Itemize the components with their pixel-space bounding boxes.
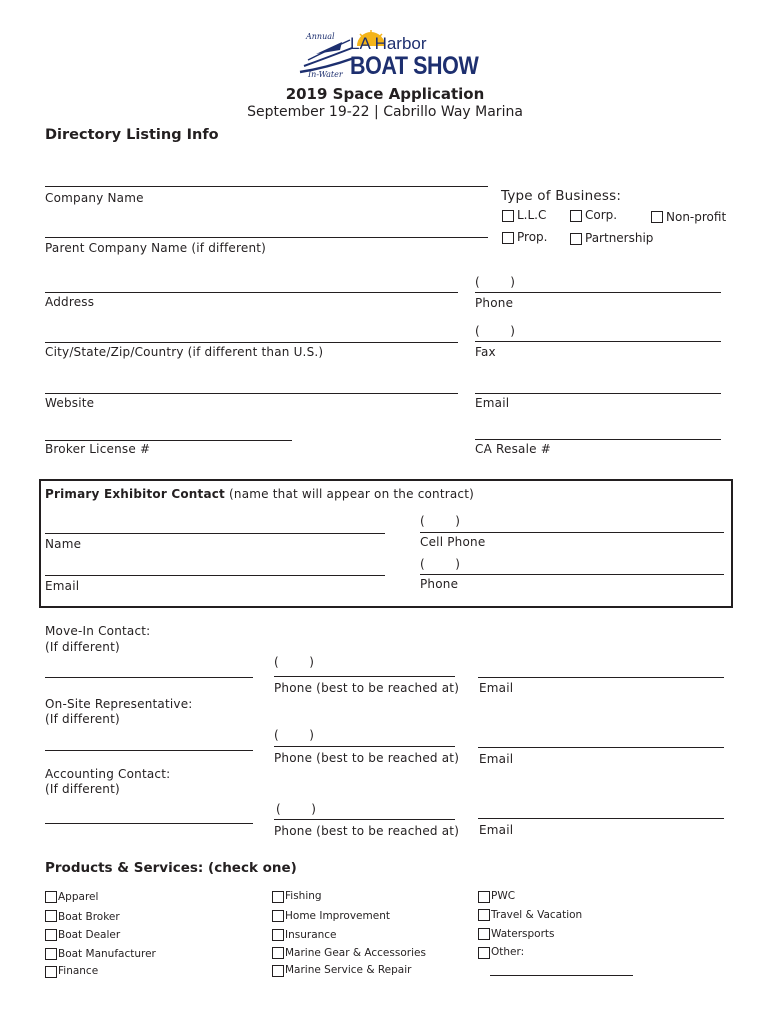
travel-vacation-label: Travel & Vacation <box>491 909 583 921</box>
boat-broker-checkbox[interactable] <box>45 910 57 922</box>
broker-license-field[interactable] <box>45 440 292 441</box>
llc-checkbox[interactable] <box>502 210 514 222</box>
ca-resale-field[interactable] <box>475 439 721 440</box>
other-label: Other: <box>491 946 525 958</box>
non-profit-checkbox[interactable] <box>651 211 663 223</box>
prop-label: Prop. <box>517 230 548 244</box>
email-label: Email <box>475 396 510 410</box>
logo-boat-show: BOAT SHOW <box>350 52 479 80</box>
pwc-label: PWC <box>491 890 516 902</box>
page-subtitle: September 19-22 | Cabrillo Way Marina <box>247 104 523 120</box>
company-name-label: Company Name <box>45 191 144 205</box>
logo-script-top: Annual <box>306 32 335 41</box>
accounting-email-field[interactable] <box>478 818 724 819</box>
onsite-phone-label: Phone (best to be reached at) <box>274 751 460 765</box>
finance-label: Finance <box>58 965 99 977</box>
phone-area-code: ( ) <box>475 275 515 289</box>
home-improvement-checkbox[interactable] <box>272 910 284 922</box>
partnership-checkbox[interactable] <box>570 233 582 245</box>
move-in-email-label: Email <box>479 681 514 695</box>
boat-dealer-checkbox[interactable] <box>45 929 57 941</box>
website-field[interactable] <box>45 393 458 394</box>
website-label: Website <box>45 396 95 410</box>
accounting-name-field[interactable] <box>45 823 253 824</box>
marine-gear-label: Marine Gear & Accessories <box>285 947 426 959</box>
move-in-email-field[interactable] <box>478 677 724 678</box>
primary-contact-heading <box>45 487 474 501</box>
accounting-phone-label: Phone (best to be reached at) <box>274 824 460 838</box>
travel-vacation-checkbox[interactable] <box>478 909 490 921</box>
onsite-label: On-Site Representative: <box>45 697 193 711</box>
fishing-label: Fishing <box>285 890 322 902</box>
accounting-area-code: ( ) <box>276 802 316 816</box>
contact-phone-area-code: ( ) <box>420 557 460 571</box>
move-in-area-code: ( ) <box>274 655 314 669</box>
onsite-name-field[interactable] <box>45 750 253 751</box>
contact-name-field[interactable] <box>45 533 385 534</box>
page-title: 2019 Space Application <box>285 85 485 103</box>
insurance-checkbox[interactable] <box>272 929 284 941</box>
email-field[interactable] <box>475 393 721 394</box>
accounting-label: Accounting Contact: <box>45 767 171 781</box>
parent-company-label: Parent Company Name (if different) <box>45 241 267 255</box>
products-heading: Products & Services: (check one) <box>45 860 297 876</box>
accounting-email-label: Email <box>479 823 514 837</box>
non-profit-label: Non-profit <box>666 210 727 224</box>
address-field[interactable] <box>45 292 458 293</box>
contact-email-label: Email <box>45 579 80 593</box>
contact-name-label: Name <box>45 537 82 551</box>
city-state-field[interactable] <box>45 342 458 343</box>
boat-manufacturer-label: Boat Manufacturer <box>58 948 156 960</box>
apparel-label: Apparel <box>58 891 99 903</box>
directory-heading: Directory Listing Info <box>45 127 219 143</box>
fax-area-code: ( ) <box>475 324 515 338</box>
llc-label: L.L.C <box>517 208 547 222</box>
partnership-label: Partnership <box>585 231 654 245</box>
broker-license-label: Broker License # <box>45 442 151 456</box>
primary-contact-heading-bold: Primary Exhibitor Contact <box>45 487 225 501</box>
fishing-checkbox[interactable] <box>272 891 284 903</box>
home-improvement-label: Home Improvement <box>285 910 390 922</box>
accounting-phone-field[interactable] <box>274 819 455 820</box>
boat-dealer-label: Boat Dealer <box>58 929 121 941</box>
phone-label: Phone <box>475 296 514 310</box>
fax-field[interactable] <box>475 341 721 342</box>
accounting-note: (If different) <box>45 782 120 796</box>
company-name-field[interactable] <box>45 186 488 187</box>
onsite-note: (If different) <box>45 712 120 726</box>
onsite-area-code: ( ) <box>274 728 314 742</box>
watersports-label: Watersports <box>491 928 555 940</box>
apparel-checkbox[interactable] <box>45 891 57 903</box>
marine-service-label: Marine Service & Repair <box>285 964 412 976</box>
pwc-checkbox[interactable] <box>478 891 490 903</box>
move-in-note: (If different) <box>45 640 120 654</box>
contact-email-field[interactable] <box>45 575 385 576</box>
address-label: Address <box>45 295 95 309</box>
fax-label: Fax <box>475 345 496 359</box>
move-in-phone-label: Phone (best to be reached at) <box>274 681 460 695</box>
marine-service-checkbox[interactable] <box>272 965 284 977</box>
move-in-name-field[interactable] <box>45 677 253 678</box>
prop-checkbox[interactable] <box>502 232 514 244</box>
marine-gear-checkbox[interactable] <box>272 947 284 959</box>
move-in-phone-field[interactable] <box>274 676 455 677</box>
finance-checkbox[interactable] <box>45 966 57 978</box>
cell-phone-field[interactable] <box>420 532 724 533</box>
corp-checkbox[interactable] <box>570 210 582 222</box>
contact-phone-field[interactable] <box>420 574 724 575</box>
city-state-label: City/State/Zip/Country (if different than U.S.) <box>45 345 324 359</box>
insurance-label: Insurance <box>285 929 337 941</box>
logo-script-bottom: In-Water <box>308 70 343 79</box>
parent-company-field[interactable] <box>45 237 488 238</box>
onsite-phone-field[interactable] <box>274 746 455 747</box>
boat-broker-label: Boat Broker <box>58 911 120 923</box>
primary-contact-heading-note: (name that will appear on the contract) <box>225 487 475 501</box>
other-field[interactable] <box>490 975 633 976</box>
contact-phone-label: Phone <box>420 577 459 591</box>
corp-label: Corp. <box>585 208 618 222</box>
type-of-business-label: Type of Business: <box>501 188 622 204</box>
move-in-label: Move-In Contact: <box>45 624 151 638</box>
boat-manufacturer-checkbox[interactable] <box>45 948 57 960</box>
onsite-email-label: Email <box>479 752 514 766</box>
logo-la-harbor: LA Harbor <box>350 34 427 53</box>
phone-field[interactable] <box>475 292 721 293</box>
ca-resale-label: CA Resale # <box>475 442 551 456</box>
watersports-checkbox[interactable] <box>478 928 490 940</box>
other-checkbox[interactable] <box>478 947 490 959</box>
cell-phone-label: Cell Phone <box>420 535 486 549</box>
cell-phone-area-code: ( ) <box>420 514 460 528</box>
onsite-email-field[interactable] <box>478 747 724 748</box>
